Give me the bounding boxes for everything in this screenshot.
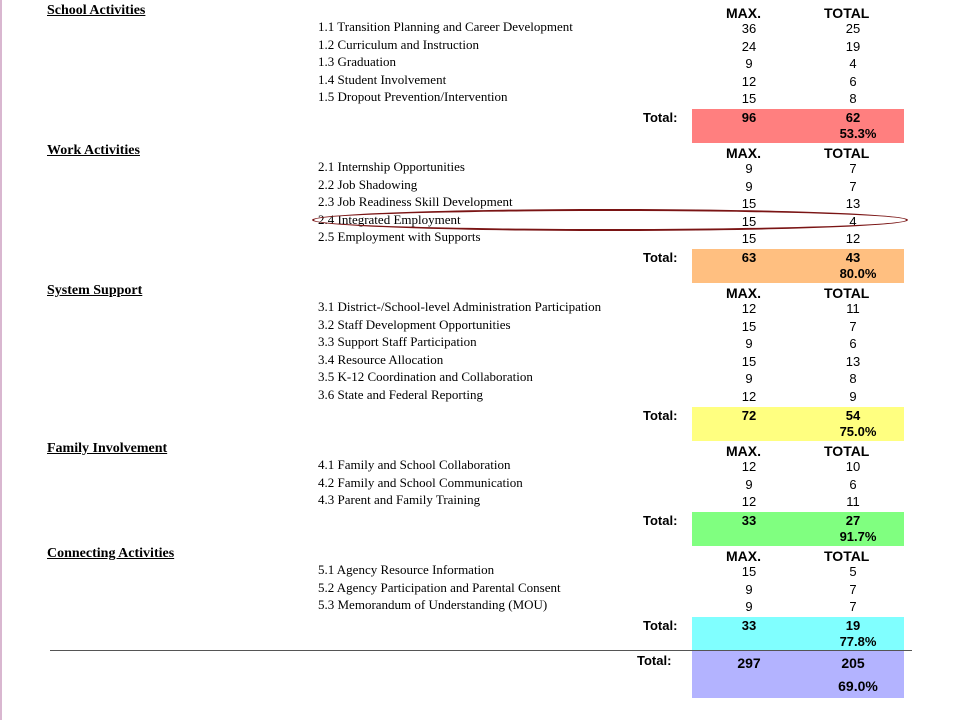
item-max-value: 9	[745, 336, 753, 352]
max-header: MAX.	[726, 548, 761, 564]
grand-total-box	[692, 651, 904, 698]
item-total-value: 12	[845, 231, 861, 247]
item-label: 1.2 Curriculum and Instruction	[318, 36, 480, 52]
max-header: MAX.	[726, 5, 761, 21]
section-title: Family Involvement	[47, 441, 168, 456]
item-label: 1.3 Graduation	[318, 54, 396, 70]
section-total-total: 54	[845, 407, 861, 423]
item-total-value: 10	[845, 459, 861, 474]
item-max-value: 12	[741, 389, 757, 404]
total-header: TOTAL	[824, 548, 870, 564]
total-header: TOTAL	[824, 443, 870, 459]
section-3	[0, 280, 960, 439]
item-label: 2.1 Internship Opportunities	[318, 159, 465, 174]
section-total-box	[692, 617, 904, 651]
item-label: 3.1 District-/School-level Administration Participation	[318, 299, 602, 314]
section-total-total: 43	[845, 250, 861, 265]
item-max-value: 15	[741, 213, 757, 229]
item-total-value: 6	[849, 73, 857, 89]
total-header: TOTAL	[824, 285, 870, 301]
total-header: TOTAL	[824, 145, 870, 161]
item-label: 3.5 K-12 Coordination and Collaboration	[318, 369, 533, 385]
section-total-box	[692, 407, 904, 441]
item-total-value: 8	[849, 371, 857, 387]
item-max-value: 36	[741, 21, 757, 36]
item-total-value: 6	[849, 476, 857, 492]
section-total-percent: 80.0%	[839, 266, 877, 281]
item-label: 4.3 Parent and Family Training	[318, 492, 481, 508]
max-header: MAX.	[726, 443, 761, 459]
section-total-max: 33	[741, 617, 757, 633]
section-title: School Activities	[47, 3, 146, 18]
item-max-value: 9	[745, 56, 753, 72]
item-label: 3.4 Resource Allocation	[318, 351, 444, 367]
item-total-value: 7	[849, 581, 857, 597]
section-total-label: Total:	[643, 512, 678, 528]
grand-total-max: 297	[737, 655, 761, 671]
section-total-percent: 77.8%	[839, 633, 877, 649]
item-total-value: 13	[845, 196, 861, 212]
section-total-percent: 75.0%	[839, 423, 877, 439]
item-max-value: 9	[745, 178, 753, 194]
section-total-percent: 91.7%	[839, 528, 877, 544]
grand-total-total: 205	[841, 655, 865, 671]
item-max-value: 9	[745, 371, 753, 387]
item-total-value: 6	[849, 336, 857, 352]
section-2	[0, 140, 960, 280]
item-total-value: 4	[849, 56, 857, 72]
item-total-value: 13	[845, 353, 861, 369]
section-total-max: 72	[741, 407, 757, 423]
item-label: 2.2 Job Shadowing	[318, 176, 418, 192]
item-total-value: 4	[849, 213, 857, 229]
item-label: 5.2 Agency Participation and Parental Consent	[318, 579, 561, 595]
section-total-max: 96	[741, 110, 757, 125]
section-title: Work Activities	[47, 143, 140, 158]
item-label: 4.1 Family and School Collaboration	[318, 457, 511, 472]
item-total-value: 7	[849, 318, 857, 334]
item-label: 1.5 Dropout Prevention/Intervention	[318, 89, 508, 105]
item-label: 5.1 Agency Resource Information	[318, 562, 495, 577]
item-label: 3.2 Staff Development Opportunities	[318, 316, 511, 332]
section-total-label: Total:	[643, 407, 678, 423]
item-label: 3.6 State and Federal Reporting	[318, 387, 483, 402]
item-total-value: 7	[849, 161, 857, 176]
item-label: 2.5 Employment with Supports	[318, 229, 481, 245]
item-max-value: 12	[741, 301, 757, 316]
max-header: MAX.	[726, 285, 761, 301]
section-total-percent: 53.3%	[839, 126, 877, 141]
section-total-max: 63	[741, 250, 757, 265]
section-total-box	[692, 512, 904, 546]
grand-total-percent: 69.0%	[838, 678, 878, 694]
item-max-value: 15	[741, 91, 757, 107]
section-total-total: 27	[845, 512, 861, 528]
item-total-value: 9	[849, 389, 857, 404]
item-label: 1.1 Transition Planning and Career Development	[318, 19, 573, 34]
section-total-label: Total:	[643, 617, 678, 633]
item-total-value: 19	[845, 38, 861, 54]
item-label: 2.3 Job Readiness Skill Development	[318, 194, 513, 210]
item-total-value: 11	[846, 301, 860, 316]
item-max-value: 15	[741, 564, 757, 579]
item-label: 4.2 Family and School Communication	[318, 474, 523, 490]
item-max-value: 9	[745, 161, 753, 176]
section-total-box	[692, 249, 904, 283]
total-header: TOTAL	[824, 5, 870, 21]
item-total-value: 11	[846, 494, 860, 510]
item-max-value: 12	[741, 73, 757, 89]
item-max-value: 9	[745, 476, 753, 492]
section-title: Connecting Activities	[47, 546, 175, 561]
item-total-value: 5	[849, 564, 857, 579]
item-total-value: 25	[845, 21, 861, 36]
item-max-value: 15	[741, 231, 757, 247]
section-total-max: 33	[741, 512, 757, 528]
item-max-value: 15	[741, 196, 757, 212]
item-max-value: 12	[741, 494, 757, 510]
item-label: 2.4 Integrated Employment	[318, 211, 461, 227]
item-max-value: 15	[741, 353, 757, 369]
item-max-value: 9	[745, 599, 753, 615]
item-label: 5.3 Memorandum of Understanding (MOU)	[318, 597, 548, 613]
item-total-value: 7	[849, 599, 857, 615]
section-total-label: Total:	[643, 250, 678, 265]
section-title: System Support	[47, 283, 143, 298]
max-header: MAX.	[726, 145, 761, 161]
section-total-total: 62	[845, 110, 861, 125]
item-total-value: 7	[849, 178, 857, 194]
section-total-box	[692, 109, 904, 143]
section-total-total: 19	[845, 617, 861, 633]
item-max-value: 12	[741, 459, 757, 474]
item-label: 3.3 Support Staff Participation	[318, 334, 477, 350]
item-max-value: 15	[741, 318, 757, 334]
item-label: 1.4 Student Involvement	[318, 71, 447, 87]
section-total-label: Total:	[643, 110, 678, 125]
grand-total-label: Total:	[637, 653, 672, 668]
item-total-value: 8	[849, 91, 857, 107]
section-1	[0, 0, 960, 140]
item-max-value: 24	[741, 38, 757, 54]
item-max-value: 9	[745, 581, 753, 597]
